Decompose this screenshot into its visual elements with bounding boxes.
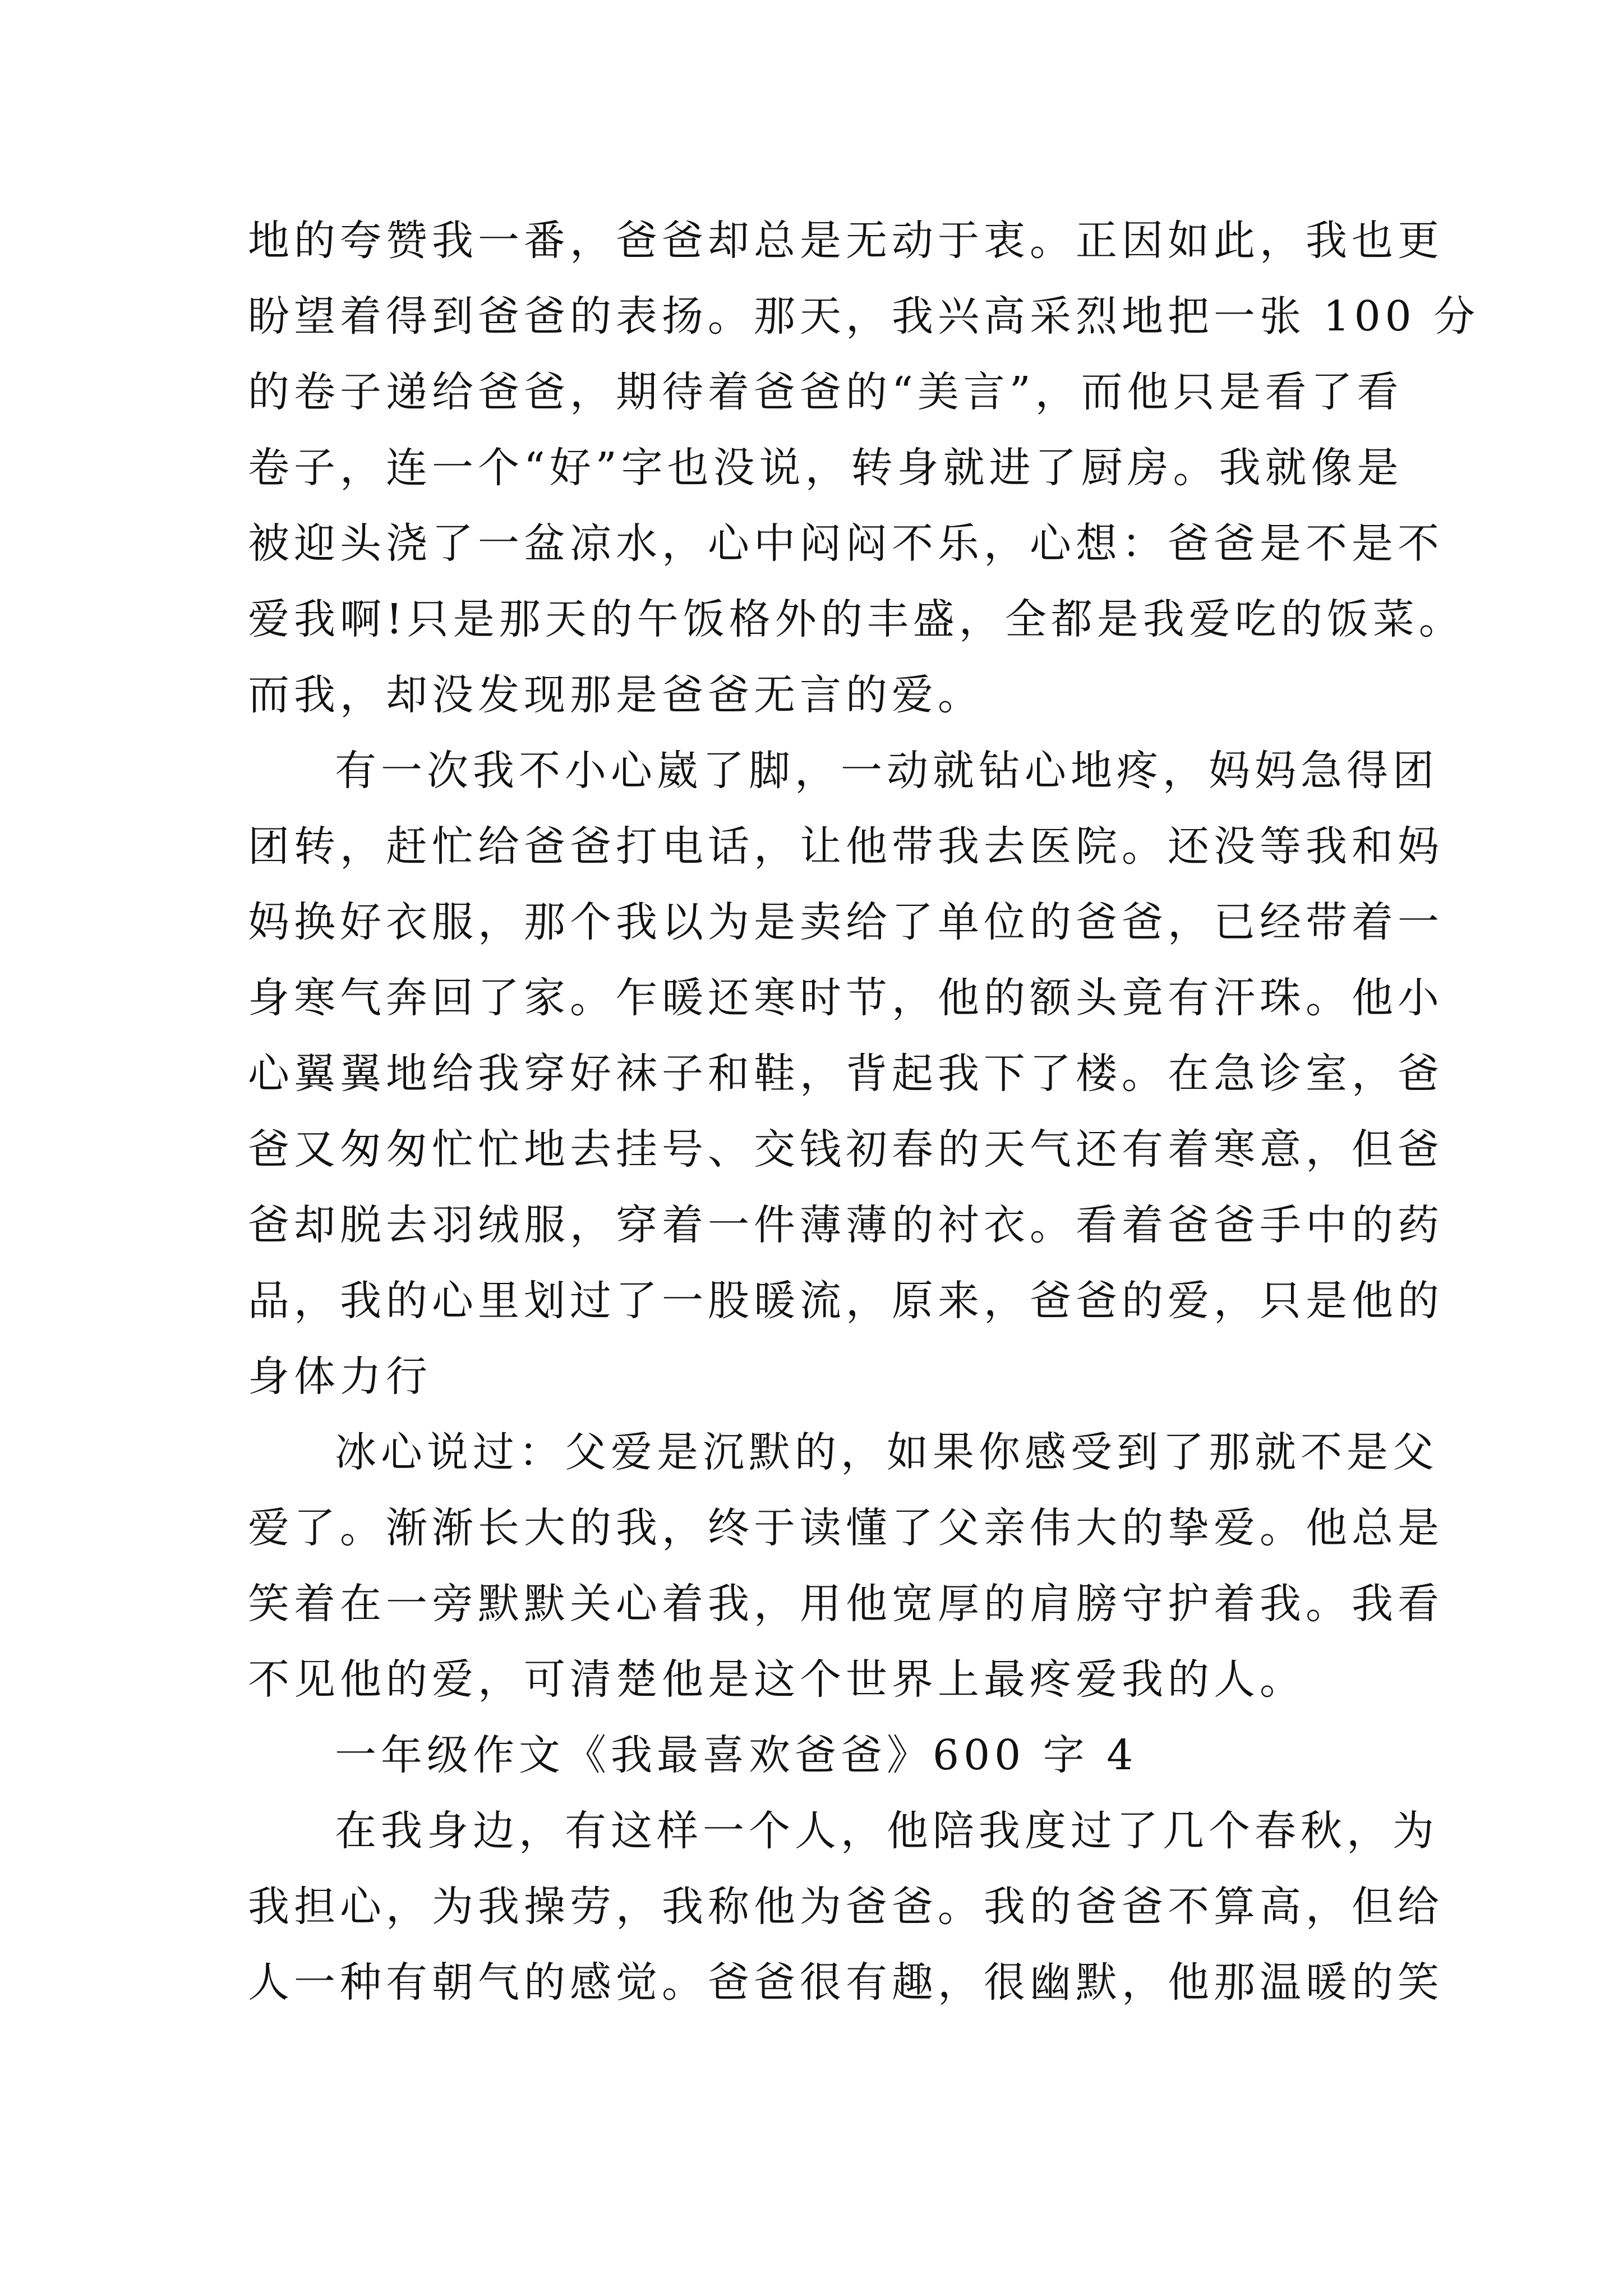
text-line-10: 妈换好衣服，那个我以为是卖给了单位的爸爸，已经带着一: [248, 898, 1444, 946]
text-line-13: 爸又匆匆忙忙地去挂号、交钱初春的天气还有着寒意，但爸: [248, 1125, 1444, 1174]
section-title: 一年级作文《我最喜欢爸爸》600 字 4: [335, 1731, 1138, 1779]
text-line-1: 地的夸赞我一番，爸爸却总是无动于衷。正因如此，我也更: [248, 217, 1444, 265]
text-line-23: 我担心，为我操劳，我称他为爸爸。我的爸爸不算高，但给: [248, 1883, 1444, 1931]
paragraph-start-line: 有一次我不小心崴了脚，一动就钻心地疼，妈妈急得团: [335, 747, 1438, 795]
paragraph-start-line: 在我身边，有这样一个人，他陪我度过了几个春秋，为: [335, 1807, 1438, 1855]
document-body: [248, 203, 1480, 2021]
text-line-2: 盼望着得到爸爸的表扬。那天，我兴高采烈地把一张 100 分: [248, 292, 1480, 341]
text-line-3: 的卷子递给爸爸，期待着爸爸的“美言”，而他只是看了看: [248, 368, 1403, 416]
text-line-15: 品，我的心里划过了一股暖流，原来，爸爸的爱，只是他的: [248, 1277, 1444, 1325]
text-line-19: 笑着在一旁默默关心着我，用他宽厚的肩膀守护着我。我看: [248, 1580, 1444, 1628]
text-line-24: 人一种有朝气的感觉。爸爸很有趣，很幽默，他那温暖的笑: [248, 1958, 1444, 2007]
paragraph-start-line: 冰心说过：父爱是沉默的，如果你感受到了那就不是父: [335, 1428, 1438, 1476]
text-line-12: 心翼翼地给我穿好袜子和鞋，背起我下了楼。在急诊室，爸: [248, 1050, 1444, 1098]
text-line-6: 爱我啊!只是那天的午饭格外的丰盛，全都是我爱吃的饭菜。: [248, 595, 1465, 643]
text-line-4: 卷子，连一个“好”字也没说，转身就进了厨房。我就像是: [248, 444, 1403, 492]
text-line-16: 身体力行: [248, 1352, 432, 1401]
text-line-5: 被迎头浇了一盆凉水，心中闷闷不乐，心想：爸爸是不是不: [248, 519, 1444, 568]
text-line-18: 爱了。渐渐长大的我，终于读懂了父亲伟大的挚爱。他总是: [248, 1504, 1444, 1552]
text-line-11: 身寒气奔回了家。乍暖还寒时节，他的额头竟有汗珠。他小: [248, 974, 1444, 1022]
text-line-14: 爸却脱去羽绒服，穿着一件薄薄的衬衣。看着爸爸手中的药: [248, 1201, 1444, 1249]
text-line-20: 不见他的爱，可清楚他是这个世界上最疼爱我的人。: [248, 1655, 1306, 1704]
text-line-7: 而我，却没发现那是爸爸无言的爱。: [248, 671, 984, 719]
text-line-9: 团转，赶忙给爸爸打电话，让他带我去医院。还没等我和妈: [248, 822, 1444, 871]
